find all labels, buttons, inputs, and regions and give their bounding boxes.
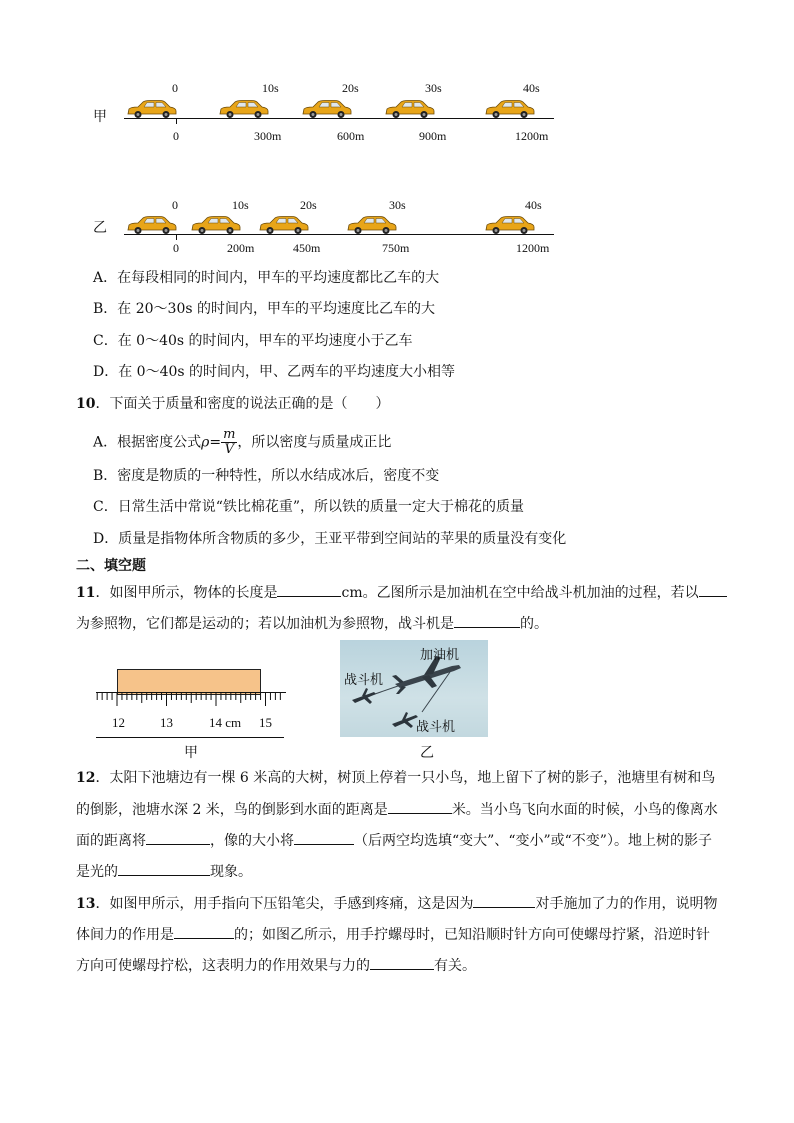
car-icon (258, 215, 310, 235)
q11-text: cm。乙图所示是加油机在空中给战斗机加油的过程，若以 (341, 585, 699, 601)
answer-blank[interactable] (146, 830, 210, 845)
jia-dist-label: 0 (173, 129, 179, 143)
car-icon (484, 215, 536, 235)
fraction-numerator: m (223, 427, 236, 442)
q9-option-b: B．在 20～30s 的时间内，甲车的平均速度比乙车的大 (93, 301, 436, 317)
q12-number: 12 (76, 770, 96, 786)
q12-text: （后两空均选填“变大”、“变小”或“不变”）。地上树的影子 (354, 833, 712, 849)
q12-text: 现象。 (210, 864, 252, 880)
q10-option-d: D．质量是指物体所含物质的多少，王亚平带到空间站的苹果的质量没有变化 (93, 531, 567, 547)
fighter-plane-icon (392, 712, 418, 728)
q13-text: 体间力的作用是 (76, 927, 174, 943)
q12-text: ，像的大小将 (210, 833, 294, 849)
car-icon (218, 99, 270, 119)
q13-line-2 (76, 924, 710, 945)
car-icon (190, 215, 242, 235)
equals-sign: = (209, 434, 222, 451)
q11-text: 为参照物，它们都是运动的；若以加油机为参照物，战斗机是 (76, 616, 454, 632)
jia-dist-label: 600m (337, 129, 365, 143)
ruler-label: 14 cm (209, 715, 242, 730)
figure-underline (96, 737, 284, 738)
answer-blank[interactable] (454, 613, 520, 628)
q10-option-b: B．密度是物质的一种特性，所以水结成冰后，密度不变 (93, 468, 440, 484)
car-icon (126, 99, 178, 119)
q12-text: 面的距离将 (76, 833, 146, 849)
q12-text: 米。当小鸟飞向水面的时候，小鸟的像离水 (451, 802, 718, 818)
car-icon (126, 215, 178, 235)
answer-blank[interactable] (118, 861, 210, 876)
car-icon (484, 99, 536, 119)
answer-blank[interactable] (174, 924, 234, 939)
q10-option-a-post: ，所以密度与质量成正比 (237, 434, 392, 451)
yi-time-label: 0 (172, 198, 178, 212)
q10-option-a (93, 428, 391, 457)
yi-dist-label: 450m (293, 241, 321, 255)
q10-option-a-pre: A．根据密度公式 (93, 434, 202, 451)
q10-number: 10 (76, 396, 96, 412)
q10-stem-text: ．下面关于质量和密度的说法正确的是（ ） (95, 396, 390, 412)
yi-dist-label: 1200m (516, 241, 550, 255)
jia-time-label: 40s (523, 81, 540, 95)
q12-line-1 (76, 768, 715, 788)
q11-number: 11 (76, 585, 96, 601)
q11-line-2 (76, 613, 548, 634)
answer-blank[interactable] (473, 893, 535, 908)
q13-text: 对手施加了力的作用，说明物 (535, 896, 718, 912)
answer-blank[interactable] (277, 582, 341, 597)
answer-blank[interactable] (294, 830, 354, 845)
jia-time-label: 0 (172, 81, 178, 95)
figure-caption-jia: 甲 (184, 745, 198, 761)
car-icon (301, 99, 353, 119)
tanker-label: 加油机 (420, 648, 460, 663)
q9-option-d: D．在 0～40s 的时间内，甲、乙两车的平均速度大小相等 (93, 364, 456, 380)
ruler-label: 13 (160, 715, 173, 730)
q13-text: 有关。 (434, 958, 476, 974)
q10-option-c: C．日常生活中常说“铁比棉花重”，所以铁的质量一定大于棉花的质量 (93, 499, 525, 515)
ruler-label: 15 (259, 715, 272, 730)
density-fraction (221, 428, 237, 457)
yi-dist-label: 750m (382, 241, 410, 255)
q13-text: 的；如图乙所示，用手拧螺母时，已知沿顺时针方向可使螺母拧紧，沿逆时针 (234, 927, 710, 943)
ruler-scale (96, 692, 286, 708)
jia-dist-label: 1200m (515, 129, 549, 143)
q12-line-2 (76, 799, 718, 820)
q11-line-1 (76, 582, 727, 603)
yi-dist-label: 200m (227, 241, 255, 255)
section-title: 二、填空题 (76, 558, 146, 574)
jia-time-label: 20s (342, 81, 359, 95)
answer-blank[interactable] (699, 582, 727, 597)
q12-text: 的倒影，池塘水深 2 米，鸟的倒影到水面的距离是 (76, 802, 388, 818)
car-icon (384, 99, 436, 119)
q11-text: ．如图甲所示，物体的长度是 (95, 585, 278, 601)
yi-time-label: 20s (300, 198, 317, 212)
q13-line-3 (76, 955, 476, 976)
answer-blank[interactable] (388, 799, 452, 814)
car-icon (346, 215, 398, 235)
jia-time-label: 30s (425, 81, 442, 95)
yi-row-label: 乙 (93, 220, 107, 236)
q9-option-c: C．在 0～40s 的时间内，甲车的平均速度小于乙车 (93, 333, 413, 349)
aircraft-scene (340, 640, 488, 737)
yi-time-label: 30s (389, 198, 406, 212)
fraction-denominator: V (224, 442, 234, 457)
fighter-label: 战斗机 (416, 720, 456, 735)
q12-text: ．太阳下池塘边有一棵 6 米高的大树，树顶上停着一只小鸟，地上留下了树的影子，池塘里有树和鸟 (95, 770, 716, 786)
answer-blank[interactable] (370, 955, 434, 970)
fighter-label: 战斗机 (344, 673, 384, 688)
yi-dist-label: 0 (173, 241, 179, 255)
q13-text: ．如图甲所示，用手指向下压铅笔尖，手感到疼痛，这是因为 (95, 896, 474, 912)
q13-number: 13 (76, 896, 96, 912)
yi-time-label: 10s (232, 198, 249, 212)
jia-time-label: 10s (262, 81, 279, 95)
ruler-label: 12 (112, 715, 125, 730)
q12-line-3 (76, 830, 712, 851)
jia-dist-label: 300m (254, 129, 282, 143)
q12-line-4 (76, 861, 252, 882)
q11-text: 的。 (520, 616, 548, 632)
q10-stem (76, 394, 389, 414)
jia-row-label: 甲 (93, 109, 107, 125)
q13-text: 方向可使螺母拧松，这表明力的作用效果与力的 (76, 958, 370, 974)
fighter-plane-icon (352, 688, 376, 704)
q9-option-a: A．在每段相同的时间内，甲车的平均速度都比乙车的大 (93, 270, 440, 286)
q12-text: 是光的 (76, 864, 118, 880)
q13-line-1 (76, 893, 717, 914)
jia-dist-label: 900m (419, 129, 447, 143)
figure-caption-yi: 乙 (420, 745, 434, 761)
yi-time-label: 40s (525, 198, 542, 212)
rho-symbol: ρ (201, 434, 210, 451)
